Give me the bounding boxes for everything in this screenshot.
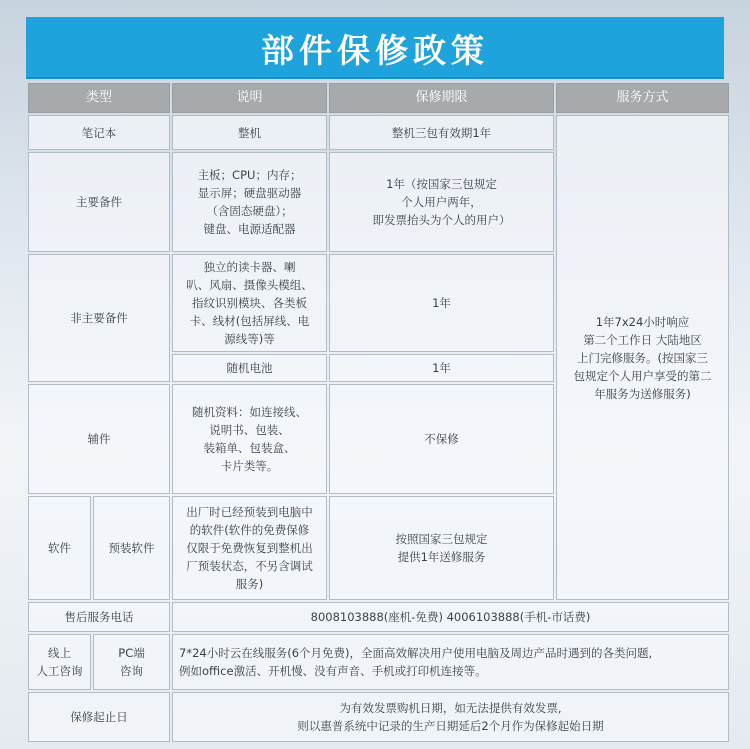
- text-line: 7*24小时云在线服务(6个月免费)，全面高效解决用户使用电脑及周边产品时遇到的各类问题,: [179, 646, 653, 660]
- text-line: 为有效发票购机日期，如无法提供有效发票,: [339, 701, 562, 715]
- desc-line: 卡、线材(包括屏线、电: [189, 314, 310, 328]
- desc-line: 叭、风扇、摄像头模组、: [186, 278, 313, 292]
- service-line: 1年7x24小时响应: [595, 314, 690, 329]
- desc-non-main-parts: [172, 254, 327, 352]
- desc-line: 的软件(软件的免费保修: [189, 523, 310, 537]
- subtype-preinstalled-software: 预装软件: [93, 496, 170, 600]
- hotline-label: 售后服务电话: [28, 602, 170, 632]
- desc-accessories: [172, 384, 327, 494]
- desc-line: 主板；CPU；内存；: [197, 168, 302, 182]
- period-line: 个人用户两年，: [401, 195, 482, 209]
- pc-consult-label: [93, 634, 170, 690]
- desc-line: （含固态硬盘）；: [206, 204, 293, 218]
- type-notebook: 笔记本: [28, 115, 170, 150]
- table-row: [28, 692, 729, 742]
- header-type: 类型: [28, 83, 170, 113]
- header-row: [28, 83, 729, 113]
- desc-battery: 随机电池: [172, 354, 327, 382]
- warranty-start-text: [172, 692, 729, 742]
- period-software: [329, 496, 554, 600]
- desc-line: 卡片类等。: [220, 459, 279, 473]
- type-accessories: 辅件: [28, 384, 170, 494]
- desc-line: 厂预装状态，不另含调试: [186, 559, 313, 573]
- text-line: 则以惠普系统中记录的生产日期延后2个月作为保修起始日期: [297, 719, 604, 733]
- desc-line: 独立的读卡器、喇: [203, 260, 296, 274]
- text-line: 例如office激活、开机慢、没有声音、手机或打印机连接等。: [179, 664, 487, 678]
- period-line: 1年（按国家三包规定: [386, 177, 497, 191]
- desc-main-parts: [172, 152, 327, 252]
- header-description: 说明: [172, 83, 327, 113]
- service-line: 上门完修服务。(按国家三: [577, 350, 709, 365]
- desc-line: 出厂时已经预装到电脑中: [186, 505, 313, 519]
- warranty-policy-table: [26, 81, 731, 744]
- desc-line: 指纹识别模块、各类板: [192, 296, 308, 310]
- desc-software: [172, 496, 327, 600]
- header-service-method: 服务方式: [556, 83, 729, 113]
- period-line: 即发票抬头为个人的用户）: [372, 213, 511, 227]
- desc-line: 仅限于免费恢复到整机出: [186, 541, 313, 555]
- service-line: 年服务为送修服务): [594, 386, 691, 401]
- desc-line: 服务): [235, 577, 264, 591]
- label-line: 线上: [48, 646, 71, 660]
- period-non-main-parts: 1年: [329, 254, 554, 352]
- table-row: [28, 115, 729, 150]
- table-row: [28, 634, 729, 690]
- type-main-parts: 主要备件: [28, 152, 170, 252]
- desc-line: 装箱单、包装盒、: [203, 441, 296, 455]
- desc-line: 说明书、包装、: [209, 423, 290, 437]
- warranty-start-label: 保修起止日: [28, 692, 170, 742]
- period-main-parts: [329, 152, 554, 252]
- period-accessories: 不保修: [329, 384, 554, 494]
- table-row: [28, 602, 729, 632]
- service-line: 包规定个人用户享受的第二: [573, 368, 712, 383]
- service-line: 第二个工作日 大陆地区: [583, 332, 702, 347]
- service-method-cell: [556, 115, 729, 600]
- header-warranty-period: 保修期限: [329, 83, 554, 113]
- page-title: 部件保修政策: [26, 17, 724, 79]
- period-line: 提供1年送修服务: [397, 550, 486, 564]
- type-non-main-parts: 非主要备件: [28, 254, 170, 382]
- period-notebook: 整机三包有效期1年: [329, 115, 554, 150]
- label-line: 咨询: [120, 664, 143, 678]
- label-line: 人工咨询: [36, 664, 83, 678]
- type-software: 软件: [28, 496, 91, 600]
- desc-notebook: 整机: [172, 115, 327, 150]
- period-line: 按照国家三包规定: [395, 532, 488, 546]
- label-line: PC端: [118, 646, 145, 660]
- desc-line: 键盘、电源适配器: [203, 222, 296, 236]
- desc-line: 源线等)等: [224, 332, 275, 346]
- desc-line: 显示屏；硬盘驱动器: [197, 186, 302, 200]
- online-consult-label: [28, 634, 91, 690]
- desc-line: 随机资料：如连接线、: [192, 405, 308, 419]
- hotline-value: 8008103888(座机-免费) 4006103888(手机-市话费): [172, 602, 729, 632]
- period-battery: 1年: [329, 354, 554, 382]
- online-service-text: [172, 634, 729, 690]
